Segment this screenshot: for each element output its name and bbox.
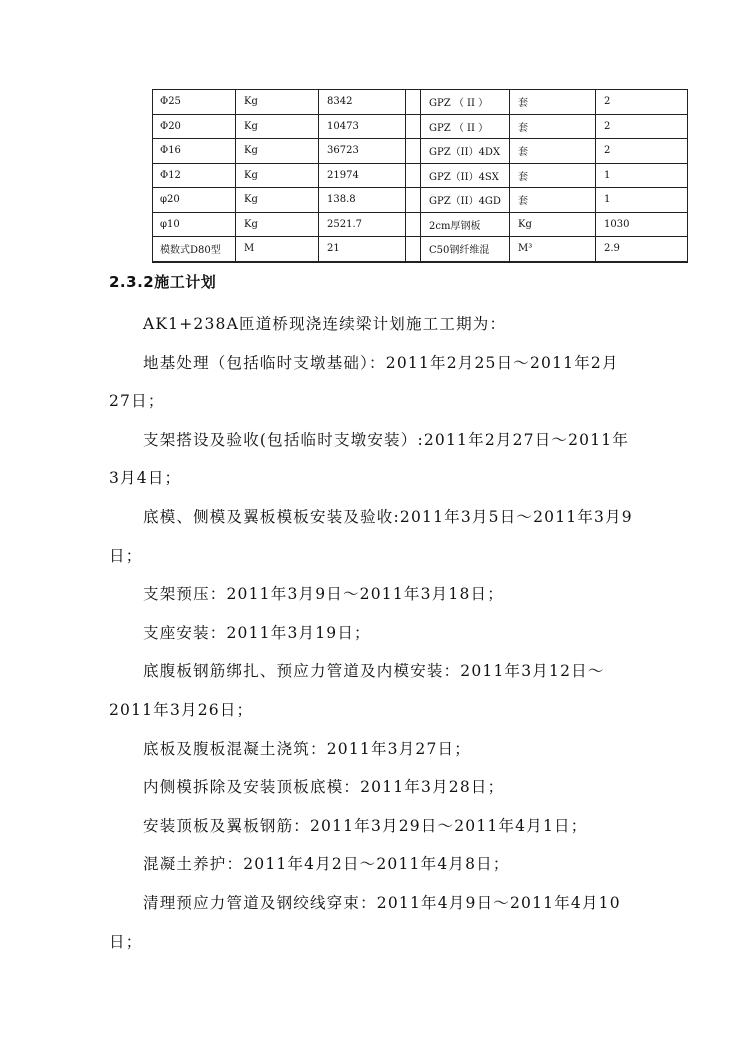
material-unit: Kg [236,188,319,213]
material-unit: Kg [236,163,319,188]
material-name: 模数式D80型 [153,237,236,262]
schedule-item: 底板及腹板混凝土浇筑：2011年3月27日； [143,739,471,758]
table-row [153,163,688,188]
table-row [153,212,688,237]
item-quantity: 1 [596,188,688,213]
item-name: GPZ （ II ） [421,90,510,115]
schedule-item: 地基处理（包括临时支墩基础）：2011年2月25日～2011年2月27日； [109,353,619,411]
materials-table-body [153,90,688,262]
item-quantity: 2 [596,90,688,115]
schedule-item: 支架搭设及验收(包括临时支墩安装）:2011年2月27日～2011年3月4日； [109,430,630,488]
item-quantity: 2 [596,114,688,139]
material-unit: Kg [236,212,319,237]
item-quantity: 2 [596,139,688,164]
material-quantity: 36723 [319,139,406,164]
item-quantity: 1030 [596,212,688,237]
material-quantity: 21 [319,237,406,262]
item-unit: 套 [510,188,596,213]
materials-table [152,89,688,263]
table-row [153,188,688,213]
schedule-intro: AK1+238A匝道桥现浇连续梁计划施工工期为： [143,315,507,333]
column-gap [406,163,421,188]
material-unit: M [236,237,319,262]
table-row [153,139,688,164]
item-unit: 套 [510,139,596,164]
material-quantity: 138.8 [319,188,406,213]
material-quantity: 8342 [319,90,406,115]
material-quantity: 10473 [319,114,406,139]
item-quantity: 1 [596,163,688,188]
column-gap [406,212,421,237]
material-name: φ10 [153,212,236,237]
schedule-item: 内侧模拆除及安装顶板底模：2011年3月28日； [143,778,505,797]
item-unit: 套 [510,90,596,115]
schedule-item: 清理预应力管道及钢绞线穿束：2011年4月9日～2011年4月10日； [109,893,621,951]
item-name: C50钢纤维混 [421,237,510,262]
material-unit: Kg [236,90,319,115]
item-name: GPZ （ II ） [421,114,510,139]
material-unit: Kg [236,114,319,139]
material-name: Φ20 [153,114,236,139]
material-name: Φ25 [153,90,236,115]
section-heading: 2.3.2施工计划 [109,273,217,291]
item-name: GPZ（II）4DX [421,139,510,164]
table-row [153,90,688,115]
material-name: φ20 [153,188,236,213]
item-name: 2cm厚钢板 [421,212,510,237]
item-name: GPZ（II）4SX [421,163,510,188]
schedule-item: 安装顶板及翼板钢筋：2011年3月29日～2011年4月1日； [143,816,588,835]
column-gap [406,237,421,262]
item-unit: M³ [510,237,596,262]
item-quantity: 2.9 [596,237,688,262]
material-name: Φ12 [153,163,236,188]
material-unit: Kg [236,139,319,164]
column-gap [406,139,421,164]
column-gap [406,114,421,139]
material-quantity: 2521.7 [319,212,406,237]
material-quantity: 21974 [319,163,406,188]
material-name: Φ16 [153,139,236,164]
table-row [153,237,688,262]
table-row [153,114,688,139]
schedule-item: 底模、侧模及翼板模板安装及验收:2011年3月5日～2011年3月9日； [109,507,633,565]
schedule-item: 混凝土养护：2011年4月2日～2011年4月8日； [143,855,510,874]
schedule-item: 支座安装：2011年3月19日； [143,623,371,642]
item-unit: 套 [510,114,596,139]
item-unit: Kg [510,212,596,237]
column-gap [406,90,421,115]
schedule-item: 支架预压：2011年3月9日～2011年3月18日； [143,585,504,604]
schedule-item: 底腹板钢筋绑扎、预应力管道及内模安装：2011年3月12日～2011年3月26日； [109,662,605,719]
schedule-text [109,305,639,961]
item-unit: 套 [510,163,596,188]
item-name: GPZ（II）4GD [421,188,510,213]
column-gap [406,188,421,213]
